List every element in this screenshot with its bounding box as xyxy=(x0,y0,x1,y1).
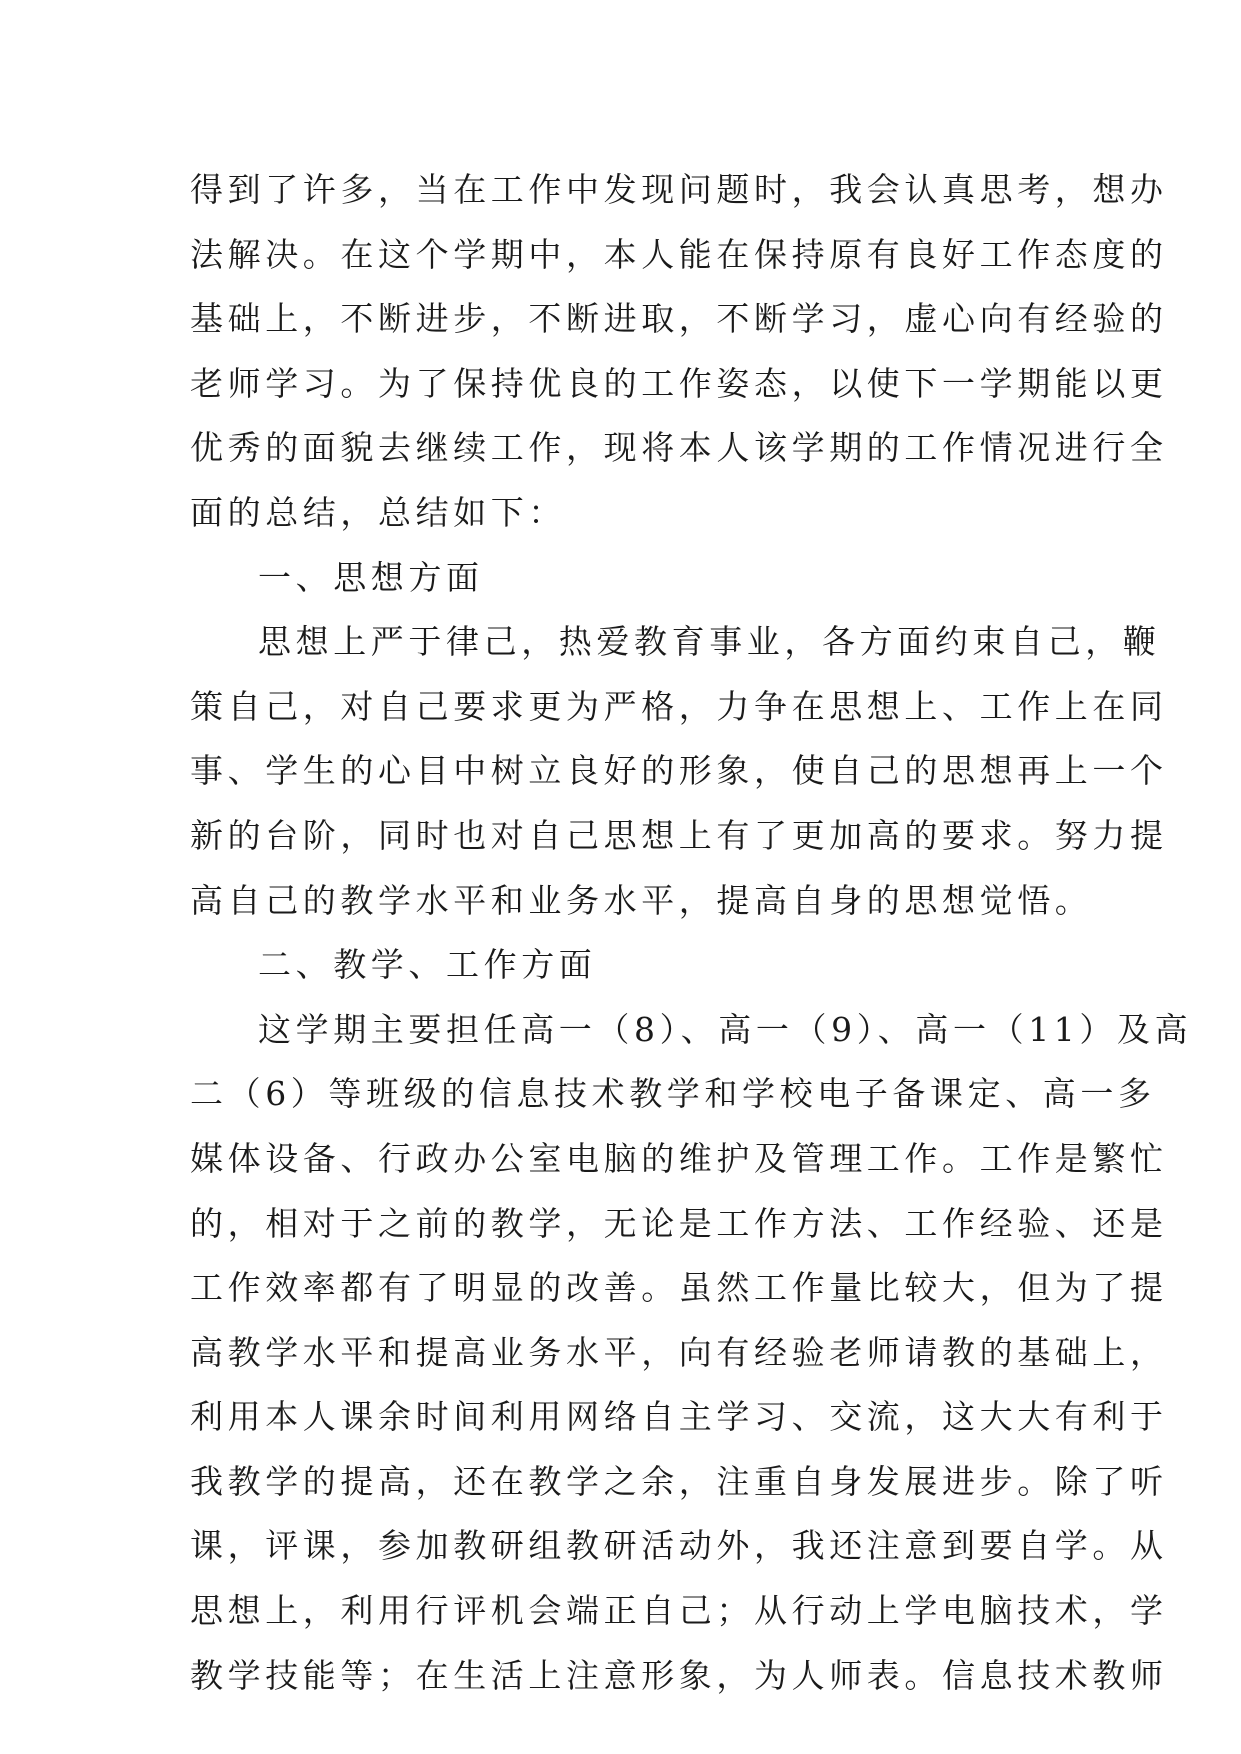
text-line: 得到了许多，当在工作中发现问题时，我会认真思考，想办 xyxy=(190,170,1168,209)
text-line: 思想上严于律己，热爱教育事业，各方面约束自己，鞭 xyxy=(258,622,1161,662)
text-line: 我教学的提高，还在教学之余，注重自身发展进步。除了听 xyxy=(190,1461,1168,1501)
text-line: 教学技能等；在生活上注意形象，为人师表。信息技术教师 xyxy=(190,1655,1168,1695)
text-line: 基础上，不断进步，不断进取，不断学习，虚心向有经验的 xyxy=(190,299,1168,339)
text-line: 策自己，对自己要求更为严格，力争在思想上、工作上在同 xyxy=(190,686,1168,726)
section-heading-thought: 一、思想方面 xyxy=(258,557,484,597)
text-line: 的，相对于之前的教学，无论是工作方法、工作经验、还是 xyxy=(190,1203,1168,1243)
text-line: 事、学生的心目中树立良好的形象，使自己的思想再上一个 xyxy=(190,751,1168,791)
text-line: 这学期主要担任高一（8）、高一（9）、高一（11）及高 xyxy=(258,1009,1193,1049)
body-text xyxy=(190,158,1193,1708)
text-line: 新的台阶，同时也对自己思想上有了更加高的要求。努力提 xyxy=(190,815,1168,855)
text-line: 老师学习。为了保持优良的工作姿态，以使下一学期能以更 xyxy=(190,363,1168,403)
text-line: 面的总结，总结如下： xyxy=(190,492,566,532)
text-line: 利用本人课余时间利用网络自主学习、交流，这大大有利于 xyxy=(190,1397,1168,1437)
text-line: 媒体设备、行政办公室电脑的维护及管理工作。工作是繁忙 xyxy=(190,1138,1168,1178)
text-line: 法解决。在这个学期中，本人能在保持原有良好工作态度的 xyxy=(190,234,1168,274)
text-line: 高自己的教学水平和业务水平，提高自身的思想觉悟。 xyxy=(190,880,1093,920)
text-line: 课，评课，参加教研组教研活动外，我还注意到要自学。从 xyxy=(190,1526,1168,1566)
text-line: 高教学水平和提高业务水平，向有经验老师请教的基础上， xyxy=(190,1332,1168,1372)
section-heading-teaching: 二、教学、工作方面 xyxy=(258,945,597,985)
text-line: 优秀的面貌去继续工作，现将本人该学期的工作情况进行全 xyxy=(190,428,1168,468)
text-line: 二（6）等班级的信息技术教学和学校电子备课定、高一多 xyxy=(190,1074,1156,1114)
text-line: 工作效率都有了明显的改善。虽然工作量比较大，但为了提 xyxy=(190,1268,1168,1308)
text-line: 思想上，利用行评机会端正自己；从行动上学电脑技术，学 xyxy=(190,1591,1168,1631)
